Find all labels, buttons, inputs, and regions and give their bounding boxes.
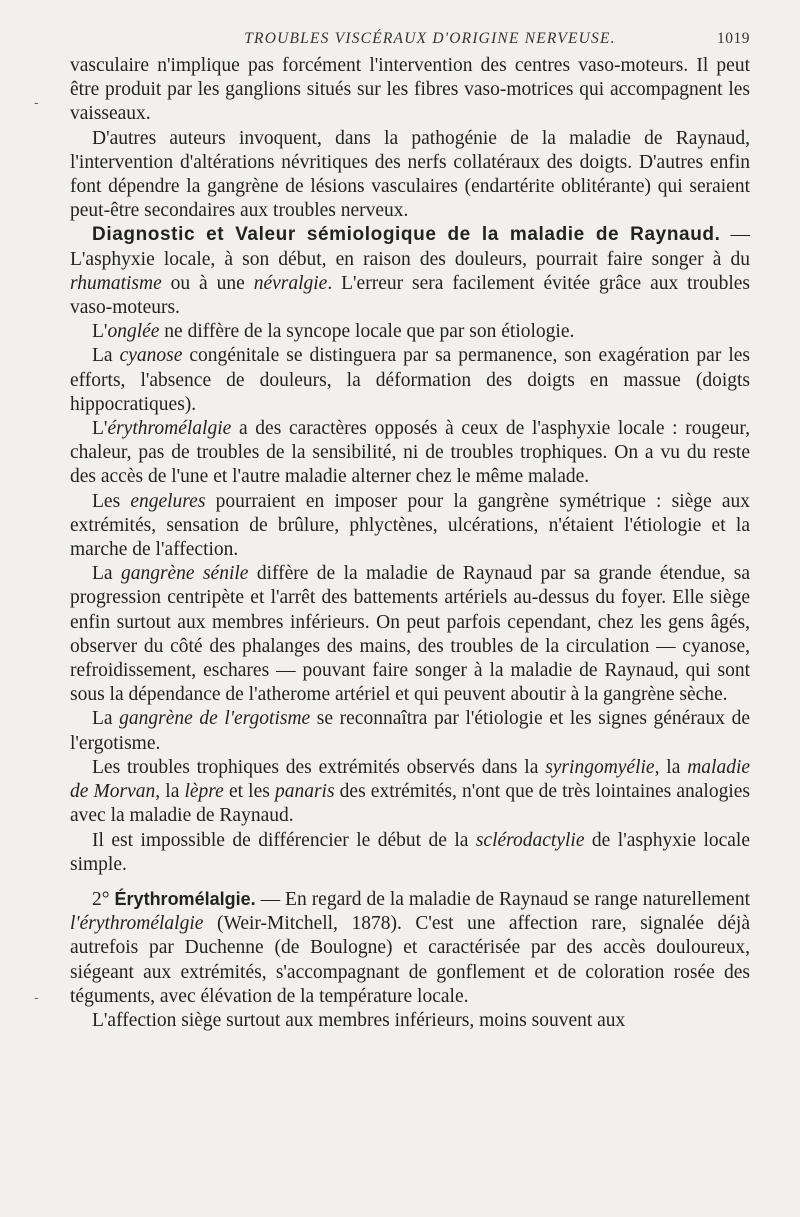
- italic-term: névralgie: [253, 272, 328, 294]
- section-heading: Diagnostic et Valeur sémiologique de la maladie de Raynaud.: [92, 224, 721, 246]
- text-run: — En regard de la maladie de Raynaud se range naturellement: [255, 888, 750, 910]
- text-run: Les troubles trophiques des extrémités observés dans la: [92, 756, 546, 778]
- text-run: —: [720, 224, 751, 246]
- text-run: ne diffère de la syncope locale que par son étiologie.: [159, 321, 575, 343]
- text-run: La: [92, 708, 120, 730]
- text-run: des extrémités, n'ont que de très lointaines analogies avec la maladie de Raynaud.: [70, 781, 750, 827]
- paragraph: [70, 829, 750, 877]
- paragraph: [70, 756, 750, 829]
- paragraph: [70, 320, 750, 344]
- page-number: 1019: [717, 30, 750, 47]
- text-run: La: [92, 563, 121, 585]
- paragraph: [70, 707, 750, 755]
- paragraph: [70, 344, 750, 417]
- paragraph: [70, 562, 750, 707]
- subsection-paragraph: [70, 887, 750, 1009]
- paragraph: L'affection siège surtout aux membres inférieurs, moins souvent aux: [92, 1009, 626, 1031]
- text-run: et les: [223, 781, 275, 803]
- italic-term: érythromélalgie: [107, 418, 232, 440]
- text-run: L'asphyxie locale, à son début, en raison des douleurs, pourrait faire songer à du: [70, 248, 750, 270]
- text-run: a des caractères opposés à ceux de l'asphyxie locale : rougeur, chaleur, pas de troubles de la sensibilité, ni de troubles trophiques. On a vu du reste des accès de l'une et l'autre maladie alterner chez le même malade.: [70, 418, 750, 488]
- text-run: , la: [155, 781, 185, 803]
- text-run: L': [92, 321, 108, 343]
- running-header: [70, 30, 750, 54]
- italic-term: lèpre: [184, 781, 224, 803]
- text-run: de l'asphyxie locale simple.: [70, 829, 751, 875]
- italic-term: panaris: [274, 781, 335, 803]
- paragraph: D'autres auteurs invoquent, dans la pathogénie de la maladie de Raynaud, l'intervention d'altérations névritiques des nerfs collatéraux des doigts. D'autres enfin font dépendre la gangrène de lésions vasculaires (endartérite oblitérante) qui seraient peut-être secondaires aux troubles nerveux.: [70, 127, 750, 222]
- italic-term: sclérodactylie: [475, 829, 585, 851]
- text-run: , la: [654, 756, 688, 778]
- italic-term: maladie de Morvan: [70, 756, 751, 803]
- text-run: La: [92, 345, 120, 367]
- running-title: TROUBLES VISCÉRAUX D'ORIGINE NERVEUSE.: [244, 30, 616, 47]
- text-run: L': [92, 418, 108, 440]
- italic-term: cyanose: [119, 345, 183, 367]
- text-run: congénitale se distinguera par sa permanence, son exagération par les efforts, l'absence de douleurs, la déformation des doigts en massue (doigts hippocratiques).: [70, 345, 750, 415]
- text-run: Les: [92, 490, 131, 512]
- text-run: se reconnaîtra par l'étiologie et les signes généraux de l'ergotisme.: [70, 708, 750, 754]
- italic-term: gangrène sénile: [120, 563, 249, 585]
- paragraph: [70, 490, 750, 563]
- paragraph: vasculaire n'implique pas forcément l'intervention des centres vaso-moteurs. Il peut être produit par les ganglions situés sur les fibres vaso-motrices qui accompagnent les vaisseaux.: [70, 55, 750, 125]
- paragraph: [70, 417, 750, 490]
- margin-mark: -: [34, 95, 39, 111]
- text-run: pourraient en imposer pour la gangrène symétrique : siège aux extrémités, sensation de brûlure, phlyctènes, ulcérations, n'étaient l'étiologie et la marche de l'affection.: [70, 490, 751, 561]
- text-run: (Weir-Mitchell, 1878). C'est une affection rare, signalée déjà autrefois par Duchenne (de Boulogne) et caractérisée par des accès douloureux, siégeant aux extrémités, s'accompagnant de gonflement et de coloration rosée des téguments, avec élévation de la température locale.: [70, 913, 750, 1007]
- italic-term: rhumatisme: [70, 272, 162, 294]
- italic-term: gangrène de l'ergotisme: [119, 708, 311, 730]
- italic-term: engelures: [130, 490, 206, 512]
- text-run: Il est impossible de différencier le début de la: [92, 829, 476, 851]
- subsection-heading: Érythromélalgie.: [114, 888, 256, 909]
- section-heading-paragraph: [70, 223, 750, 320]
- text-run: . L'erreur sera facilement évitée grâce aux troubles vaso-moteurs.: [70, 272, 750, 319]
- body-text: [70, 54, 750, 1033]
- subsection-number: 2°: [92, 888, 110, 910]
- italic-term: onglée: [107, 321, 160, 343]
- margin-mark: -: [34, 990, 39, 1006]
- text-run: diffère de la maladie de Raynaud par sa grande étendue, sa progression centripète et l'arrêt des battements artériels au-dessus du foyer. Elle siège enfin surtout aux membres inférieurs. On peut parfois cependant, chez les gens âgés, observer du côté des phalanges des mains, des troubles de la circulation — cyanose, refroidissement, eschares — pouvant faire songer à la maladie de Raynaud, qui sont sous la dépendance de l'atherome artériel et qui peuvent aboutir à la gangrène sèche.: [70, 563, 750, 706]
- italic-term: syringomyélie: [545, 756, 655, 778]
- italic-term: l'érythromélalgie: [70, 913, 204, 935]
- text-run: ou à une: [161, 272, 254, 294]
